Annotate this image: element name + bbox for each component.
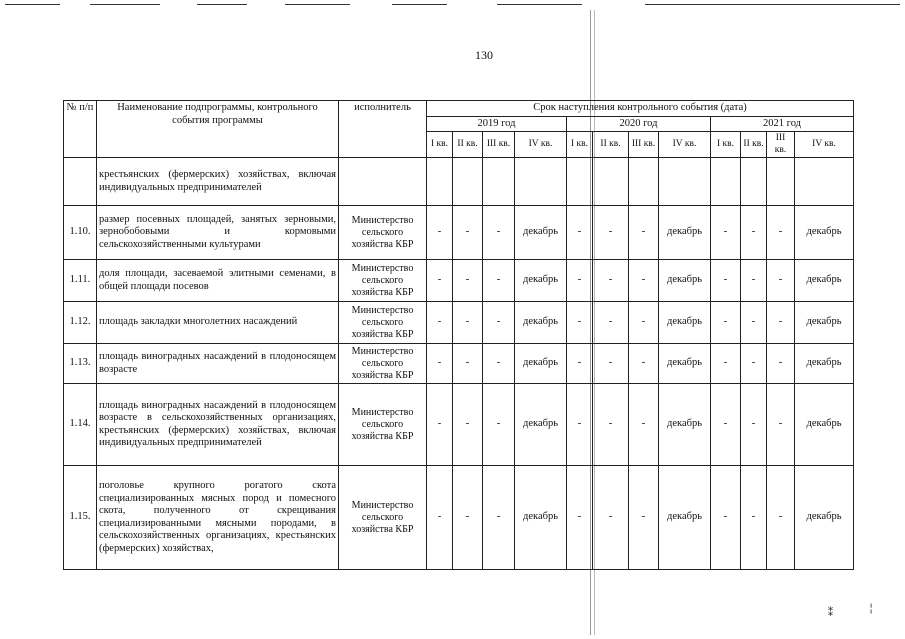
row-deadline-cell: декабрь <box>659 206 711 260</box>
row-deadline-cell: - <box>593 260 629 302</box>
top-rule <box>497 4 582 5</box>
scan-mark: ⁑ <box>828 608 833 619</box>
row-deadline-cell: - <box>483 466 515 570</box>
header-num: № п/п <box>64 101 97 158</box>
row-executor: Министерство сельского хозяйства КБР <box>339 466 427 570</box>
row-deadline-cell: - <box>427 206 453 260</box>
header-quarter: I кв. <box>567 132 593 158</box>
row-name: площадь виноградных насаждений в плодоносящем возрасте <box>97 344 339 384</box>
header-quarter: I кв. <box>427 132 453 158</box>
row-deadline-cell: - <box>767 260 795 302</box>
row-deadline-cell: - <box>741 466 767 570</box>
row-deadline-cell: - <box>711 344 741 384</box>
table-row <box>64 260 854 302</box>
row-deadline-cell: декабрь <box>795 302 854 344</box>
header-quarter: III кв. <box>629 132 659 158</box>
row-deadline-cell: - <box>767 466 795 570</box>
row-deadline-cell <box>629 158 659 206</box>
row-deadline-cell: декабрь <box>515 302 567 344</box>
row-deadline-cell: - <box>427 466 453 570</box>
header-year-2019: 2019 год <box>427 116 567 132</box>
row-number: 1.11. <box>64 260 97 302</box>
table-row <box>64 466 854 570</box>
row-executor <box>339 158 427 206</box>
table-row <box>64 302 854 344</box>
row-deadline-cell: декабрь <box>515 206 567 260</box>
header-quarter: IV кв. <box>659 132 711 158</box>
row-name: размер посевных площадей, занятых зерновыми, зернобобовыми и кормовыми сельскохозяйственными культурами <box>97 206 339 260</box>
header-quarter: II кв. <box>453 132 483 158</box>
row-number <box>64 158 97 206</box>
row-deadline-cell: - <box>711 302 741 344</box>
row-deadline-cell: - <box>711 206 741 260</box>
row-deadline-cell: - <box>483 260 515 302</box>
top-rule <box>5 4 60 5</box>
row-name: доля площади, засеваемой элитными семенами, в общей площади посевов <box>97 260 339 302</box>
row-deadline-cell: - <box>453 302 483 344</box>
row-deadline-cell: - <box>629 206 659 260</box>
row-deadline-cell: - <box>629 384 659 466</box>
header-executor: исполнитель <box>339 101 427 158</box>
row-deadline-cell: - <box>453 344 483 384</box>
row-deadline-cell: - <box>711 260 741 302</box>
row-deadline-cell <box>515 158 567 206</box>
row-deadline-cell <box>711 158 741 206</box>
row-deadline-cell <box>741 158 767 206</box>
row-executor: Министерство сельского хозяйства КБР <box>339 260 427 302</box>
row-executor: Министерство сельского хозяйства КБР <box>339 302 427 344</box>
row-number: 1.14. <box>64 384 97 466</box>
top-rule <box>392 4 447 5</box>
header-quarter: I кв. <box>711 132 741 158</box>
row-deadline-cell: - <box>567 260 593 302</box>
header-year-2021: 2021 год <box>711 116 854 132</box>
row-deadline-cell: - <box>567 466 593 570</box>
row-deadline-cell: - <box>629 466 659 570</box>
row-executor: Министерство сельского хозяйства КБР <box>339 206 427 260</box>
row-deadline-cell: - <box>767 206 795 260</box>
table-body <box>64 158 854 570</box>
row-deadline-cell: - <box>629 302 659 344</box>
table-row <box>64 384 854 466</box>
row-deadline-cell: - <box>593 344 629 384</box>
header-quarter: IV кв. <box>515 132 567 158</box>
scan-mark: ╎ <box>868 604 875 615</box>
row-deadline-cell: - <box>567 302 593 344</box>
row-executor: Министерство сельского хозяйства КБР <box>339 344 427 384</box>
row-deadline-cell: декабрь <box>515 260 567 302</box>
row-deadline-cell: - <box>483 206 515 260</box>
row-deadline-cell <box>795 158 854 206</box>
row-deadline-cell: - <box>767 344 795 384</box>
top-rule <box>90 4 160 5</box>
row-deadline-cell: - <box>741 384 767 466</box>
row-deadline-cell: декабрь <box>795 206 854 260</box>
top-rule <box>197 4 247 5</box>
row-deadline-cell: - <box>427 302 453 344</box>
row-deadline-cell: - <box>427 260 453 302</box>
row-deadline-cell: - <box>483 384 515 466</box>
row-deadline-cell: декабрь <box>515 466 567 570</box>
row-name: площадь виноградных насаждений в плодоносящем возрасте в сельскохозяйственных организациях, крестьянских (фермерских) хозяйствах, включая индивидуальных предпринимателей <box>97 384 339 466</box>
row-deadline-cell: декабрь <box>659 466 711 570</box>
row-deadline-cell <box>767 158 795 206</box>
row-deadline-cell <box>427 158 453 206</box>
row-deadline-cell: - <box>593 206 629 260</box>
row-deadline-cell: - <box>767 302 795 344</box>
row-deadline-cell: декабрь <box>795 384 854 466</box>
row-name: поголовье крупного рогатого скота специализированных мясных пород и помесного скота, полученного от скрещивания специализированными мясными породами, в сельскохозяйственных организациях, крестьянских (фермерских) хозяйствах, <box>97 466 339 570</box>
row-number: 1.12. <box>64 302 97 344</box>
row-name: крестьянских (фермерских) хозяйствах, включая индивидуальных предпринимателей <box>97 158 339 206</box>
table-row <box>64 206 854 260</box>
row-deadline-cell: - <box>629 260 659 302</box>
row-deadline-cell: декабрь <box>795 344 854 384</box>
row-deadline-cell: декабрь <box>659 302 711 344</box>
row-deadline-cell <box>453 158 483 206</box>
header-quarter: II кв. <box>593 132 629 158</box>
row-deadline-cell: - <box>427 384 453 466</box>
row-deadline-cell: декабрь <box>659 384 711 466</box>
row-deadline-cell <box>483 158 515 206</box>
row-deadline-cell: - <box>453 384 483 466</box>
row-deadline-cell: - <box>767 384 795 466</box>
top-rule <box>645 4 900 5</box>
row-executor: Министерство сельского хозяйства КБР <box>339 384 427 466</box>
row-deadline-cell: - <box>453 206 483 260</box>
header-year-2020: 2020 год <box>567 116 711 132</box>
row-deadline-cell: - <box>453 260 483 302</box>
row-deadline-cell: - <box>453 466 483 570</box>
row-deadline-cell: - <box>741 260 767 302</box>
header-deadline: Срок наступления контрольного события (дата) <box>427 101 854 117</box>
page-number: 130 <box>475 48 493 62</box>
table-row <box>64 158 854 206</box>
row-number: 1.13. <box>64 344 97 384</box>
row-deadline-cell: - <box>567 384 593 466</box>
row-deadline-cell: декабрь <box>515 344 567 384</box>
row-deadline-cell: декабрь <box>659 260 711 302</box>
header-quarter: IV кв. <box>795 132 854 158</box>
row-number: 1.15. <box>64 466 97 570</box>
row-deadline-cell: - <box>593 302 629 344</box>
row-deadline-cell: декабрь <box>659 344 711 384</box>
row-deadline-cell: - <box>593 466 629 570</box>
row-deadline-cell: - <box>427 344 453 384</box>
row-deadline-cell: декабрь <box>515 384 567 466</box>
header-quarter: III кв. <box>767 132 795 158</box>
row-deadline-cell: - <box>629 344 659 384</box>
row-deadline-cell: - <box>741 206 767 260</box>
row-deadline-cell: - <box>483 344 515 384</box>
row-deadline-cell <box>659 158 711 206</box>
row-deadline-cell: - <box>711 384 741 466</box>
table-row <box>64 344 854 384</box>
row-number: 1.10. <box>64 206 97 260</box>
top-rule <box>285 4 350 5</box>
row-deadline-cell: - <box>593 384 629 466</box>
row-name: площадь закладки многолетних насаждений <box>97 302 339 344</box>
row-deadline-cell <box>593 158 629 206</box>
row-deadline-cell: - <box>741 302 767 344</box>
row-deadline-cell: декабрь <box>795 260 854 302</box>
row-deadline-cell: - <box>741 344 767 384</box>
row-deadline-cell <box>567 158 593 206</box>
header-quarter: III кв. <box>483 132 515 158</box>
row-deadline-cell: декабрь <box>795 466 854 570</box>
header-quarter: II кв. <box>741 132 767 158</box>
row-deadline-cell: - <box>567 344 593 384</box>
header-name: Наименование подпрограммы, контрольного события программы <box>97 101 339 158</box>
row-deadline-cell: - <box>483 302 515 344</box>
control-events-table <box>63 100 854 570</box>
row-deadline-cell: - <box>711 466 741 570</box>
row-deadline-cell: - <box>567 206 593 260</box>
